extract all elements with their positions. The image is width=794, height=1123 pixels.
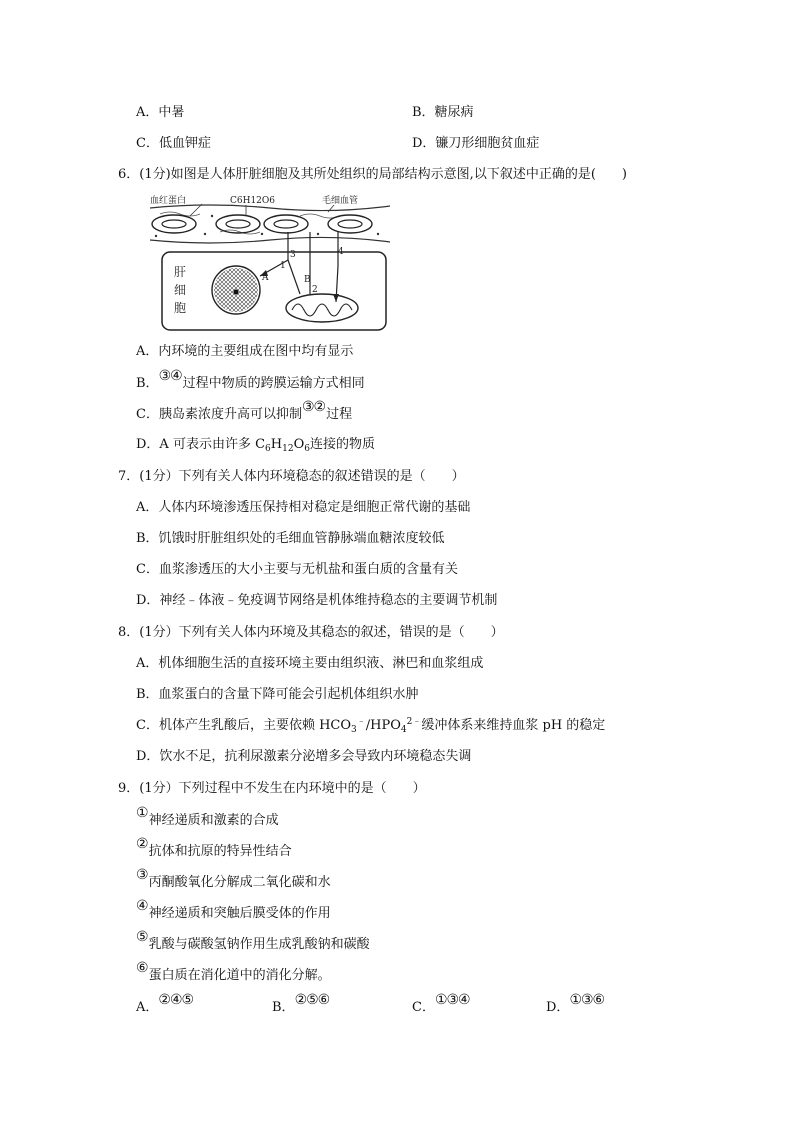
- liver-cell-diagram: [150, 194, 390, 332]
- q6-option-c: C．胰岛素浓度升高可以抑制③②过程: [136, 399, 353, 422]
- q8-option-c: C．机体产生乳酸后，主要依赖 $HCO_3^﹣/HPO_4^{2﹣}$缓冲体系来维持血浆 pH 的稳定: [136, 717, 606, 735]
- label-hemoglobin: 血红蛋白: [150, 196, 187, 206]
- label-cell-1: 肝: [174, 265, 187, 279]
- q9-option-a: A．②④⑤: [136, 992, 194, 1015]
- q8-option-d: D．饮水不足，抗利尿激素分泌增多会导致内环境稳态失调: [136, 749, 472, 764]
- q7-option-a: A．人体内环境渗透压保持相对稳定是细胞正常代谢的基础: [136, 500, 471, 515]
- label-capillary: 毛细血管: [322, 196, 359, 206]
- nucleus: [212, 266, 260, 314]
- label-glucose: C6H12O6: [230, 196, 276, 206]
- q5-option-a: A．中暑: [136, 105, 185, 120]
- q7-option-d: D．神经﹣体液﹣免疫调节网络是机体维持稳态的主要调节机制: [136, 593, 498, 608]
- mitochondrion: [286, 294, 358, 322]
- q9-item-6: ⑥蛋白质在消化道中的消化分解。: [136, 960, 331, 983]
- q5-option-b: B．糖尿病: [412, 105, 474, 120]
- label-cell-2: 细: [174, 283, 187, 297]
- q6-option-a: A．内环境的主要组成在图中均有显示: [136, 344, 354, 359]
- q6-option-d: D．A 可表示由许多 $C_6H_{12}O_6$连接的物质: [136, 437, 375, 454]
- red-blood-cell-1: [152, 215, 196, 233]
- q9-item-4: ④神经递质和突触后膜受体的作用: [136, 898, 331, 921]
- q5-option-c: C．低血钾症: [136, 136, 211, 151]
- label-letter-b: B: [304, 275, 311, 285]
- label-cell-3: 胞: [174, 301, 187, 315]
- q8-option-a: A．机体细胞生活的直接环境主要由组织液、淋巴和血浆组成: [136, 656, 484, 671]
- red-blood-cell-3: [264, 215, 308, 233]
- q9-item-2: ②抗体和抗原的特异性结合: [136, 836, 292, 859]
- circled-numbers: ③④: [158, 368, 182, 384]
- q7-option-c: C．血浆渗透压的大小主要与无机盐和蛋白质的含量有关: [136, 562, 458, 577]
- q9-item-1: ①神经递质和激素的合成: [136, 805, 279, 828]
- label-num1: 1: [280, 261, 286, 271]
- q7-stem: 7．(1分）下列有关人体内环境稳态的叙述错误的是（ ）: [118, 469, 465, 484]
- q9-stem: 9．(1分）下列过程中不发生在内环境中的是（ ）: [118, 781, 426, 796]
- label-num4: 4: [338, 247, 344, 257]
- q9-option-b: B．②⑤⑥: [272, 992, 330, 1015]
- red-blood-cell-2: [216, 215, 260, 233]
- q6-stem: 6．(1分)如图是人体肝脏细胞及其所处组织的局部结构示意图,以下叙述中正确的是( ): [118, 167, 627, 182]
- q7-option-b: B．饥饿时肝脏组织处的毛细血管静脉端血糖浓度较低: [136, 531, 445, 546]
- q8-stem: 8．(1分）下列有关人体内环境及其稳态的叙述，错误的是（ ）: [118, 625, 504, 640]
- label-num3: 3: [290, 250, 296, 260]
- q9-option-d: D．①③⑥: [546, 992, 605, 1015]
- label-num2: 2: [312, 285, 318, 295]
- q8-option-b: B．血浆蛋白的含量下降可能会引起机体组织水肿: [136, 687, 419, 702]
- q9-option-c: C．①③④: [412, 992, 470, 1015]
- label-letter-a: A: [262, 273, 269, 283]
- q9-item-5: ⑤乳酸与碳酸氢钠作用生成乳酸钠和碳酸: [136, 929, 370, 952]
- q9-item-3: ③丙酮酸氧化分解成二氧化碳和水: [136, 867, 331, 890]
- q5-option-d: D．镰刀形细胞贫血症: [412, 136, 540, 151]
- q6-option-b: B．③④过程中物质的跨膜运输方式相同: [136, 368, 365, 391]
- red-blood-cell-4: [328, 215, 372, 233]
- circled-numbers: ③②: [301, 399, 326, 415]
